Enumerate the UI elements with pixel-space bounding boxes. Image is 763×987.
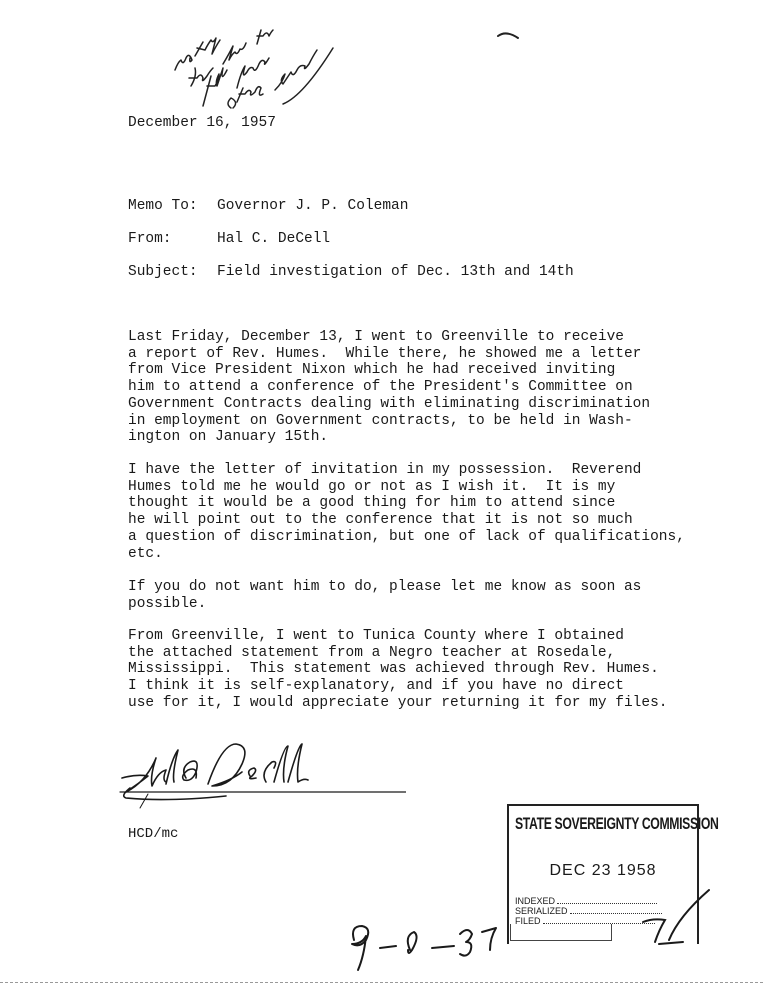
file-number [340,912,520,982]
memo-date: December 16, 1957 [128,115,276,131]
subject-value: Field investigation of Dec. 13th and 14th [217,264,574,280]
stamp-title: STATE SOVEREIGNTY COMMISSION [515,814,719,833]
typist-initials: HCD/mc [128,826,179,842]
memo-to-row [128,198,408,214]
body-paragraph: From Greenville, I went to Tunica County where I obtained the attached statement from a Negro teacher at Rosedale, Mississippi. This statement was achieved through Rev. Humes. I think it is self-explanatory, and if you have no direct use for it, I would appreciate your returning it for my files. [128,628,668,711]
footer-rule [0,982,763,983]
stamp-bottom-tab [510,924,612,941]
corner-mark [496,28,520,40]
handwritten-margin-note [165,8,355,118]
subject-label: Subject: [128,264,198,280]
body-paragraph: Last Friday, December 13, I went to Greenville to receive a report of Rev. Humes. While there, he showed me a letter from Vice President Nixon which he had received inviting him to attend a conference of the President's Committee on Government Contracts dealing with eliminating discrimination in employment on Government contracts, to be held in Wash- ington on January 15th. [128,329,651,446]
body-paragraph: If you do not want him to do, please let me know as soon as possible. [128,579,642,612]
stamp-check-mark [629,886,719,946]
stamp-indexed-label: INDEXED [515,896,556,906]
memo-to-label: Memo To: [128,198,198,214]
from-value: Hal C. DeCell [217,231,331,247]
memo-to-value: Governor J. P. Coleman [217,198,409,214]
stamp-serialized-label: SERIALIZED [515,906,568,916]
commission-stamp [507,804,719,944]
from-row [128,231,330,247]
signature [116,738,406,810]
from-label: From: [128,231,172,247]
stamp-date: DEC 23 1958 [549,862,657,879]
body-paragraph: I have the letter of invitation in my possession. Reverend Humes told me he would go or not as I wish it. It is my thought it would be a good thing for him to attend since he will point out to the conference that it is not so much a question of discrimination, but one of lack of qualifications, etc. [128,462,685,562]
subject-row [128,264,574,280]
stamp-filed-label: FILED [515,916,541,926]
